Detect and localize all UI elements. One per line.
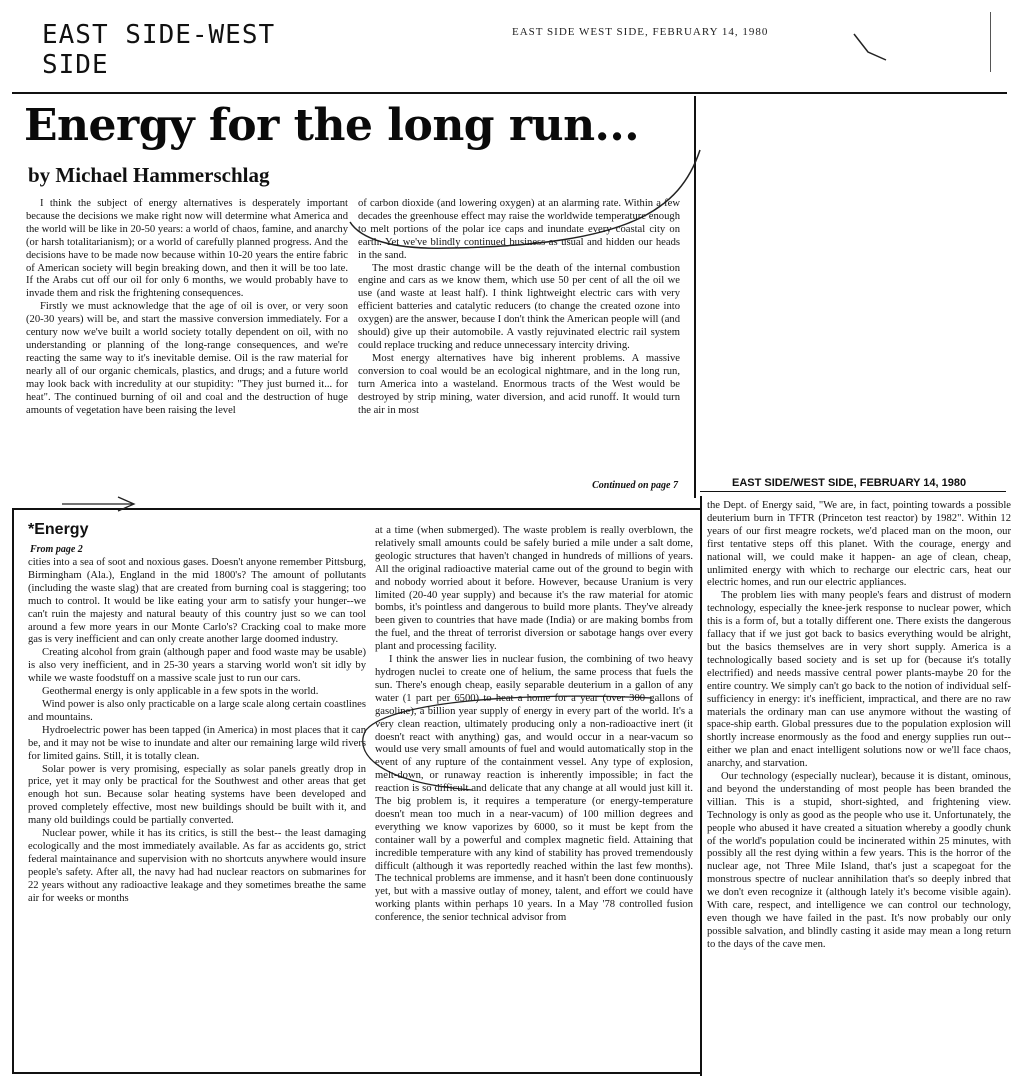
paragraph: Firstly we must acknowledge that the age of oil is over, or very soon (20-30 years) will be, and start the massive conversion immediately. For a century now we've built a world society totally dependent on oil, with no understanding or planning of the long-range consequences, and we're reacting the same way to it's inevitable demise. Oil is the raw material for nearly all of our organic chemicals, plastics, and drugs; and a future world may look back with incredulity at our stupidity: "They just burned it... for heat". The continued burning of oil and coal and the destruction of huge amounts of vegetation have been raising the level	[26, 301, 348, 416]
paragraph: Creating alcohol from grain (although paper and food waste may be usable) is also very inefficient, and in 25-30 years a starving world won't sit idly by while we waste foodstuff on a massive scale just to run our cars.	[28, 647, 366, 685]
paragraph: of carbon dioxide (and lowering oxygen) at an alarming rate. Within a few decades the greenhouse effect may raise the worldwide temperature enough to melt portions of the polar ice caps and inundate every coastal city on earth. Yet we've blindly continued business as usual and hidden our heads in the sand.	[358, 198, 680, 261]
jump-frame-bottom	[12, 1072, 702, 1074]
handwritten-note: EAST SIDE-WEST SIDE	[42, 20, 276, 80]
masthead-top: EAST SIDE WEST SIDE, FEBRUARY 14, 1980	[512, 26, 769, 38]
jump-frame-left	[12, 508, 14, 1074]
byline: by Michael Hammerschlag	[28, 163, 270, 187]
jump-kicker: *Energy	[28, 521, 89, 538]
paragraph: I think the subject of energy alternatives is desperately important because the decisions we make right now will determine what America and the world will be like in 20-50 years: a world of chaos, famine, and anarchy (or harsh totalitarianism); or a world of carefully planned progress. And the decisions have to be made now because within 10-20 years the entire fabric of American society will begin breaking down, and then it will be too late. If the Arabs cut off our oil for only 6 months, we would probably have to invade them and risk the frightening consequences.	[26, 198, 348, 300]
bottom-column-1	[28, 557, 366, 1069]
continued-note: Continued on page 7	[592, 480, 678, 491]
paragraph: Solar power is very promising, especially as solar panels greatly drop in price, yet it may only be practical for the Southwest and other areas that get enough hot sun. Because solar heating systems have been developed and proved completely effective, most new buildings should be built with it, and many old buildings could be partially converted.	[28, 763, 366, 827]
jump-from: From page 2	[30, 544, 83, 555]
pen-check-mark	[850, 30, 890, 64]
bottom-column-3	[707, 500, 1011, 1068]
paragraph: cities into a sea of soot and noxious gases. Doesn't anyone remember Pittsburg, Birmingham (Ala.), England in the mid 1800's? The amount of pollutants (including the waste slag) that are created from burning coal is staggering; too much to control. It would be like eating your arm to satisfy your hunger--we can't ruin the majesty and natural beauty of this country just so we can tool around a few more years in our Monte Carlo's? Cracking coal to make more gas is very inefficient and can only create another large doomed industry.	[28, 557, 366, 646]
pen-bracket-mark-lower	[352, 690, 702, 800]
headline: Energy for the long run...	[24, 100, 640, 151]
paragraph: the Dept. of Energy said, "We are, in fact, pointing towards a possible deuterium burn in TFTR (Princeton test reactor) by 1982". Within 12 years of our first meagre rockets, we'd placed man on the moon, our first tentative steps off this planet. With the courage, energy and national will, we could make it happen- an age of clean, cheap, unlimited energy with which to recharge our electric cars, heat our electric homes, and run our electric appliances.	[707, 500, 1011, 589]
masthead-bottom-rule	[700, 491, 1006, 492]
paragraph: at a time (when submerged). The waste problem is really overblown, the relatively small amounts could be safely buried a mile under a salt dome, geologic structures that haven't changed in hundreds of millions of years. All the original radioactive material came out of the ground to begin with and nobody worried about it before. However, because Uranium is very limited (20-40 year supply) and because it's the raw material for atomic bombs, it's pointless and dangerous to build more plants. They've already been given to countries that have made (India) or are making bombs from the fuel, and the threat of terrorist diversion or sabotage hangs over every plant and processing facility.	[375, 525, 693, 653]
pen-arrow-mark	[60, 494, 140, 514]
edge-mark	[990, 12, 991, 72]
paragraph: The problem lies with many people's fears and distrust of modern technology, especially the knee-jerk response to nuclear power, which this is a form of, but a totally different one. There exists the dangerous fallacy that if we just got back to basics everything would be alright, but the basics themselves are in very short supply. America is a technologically based society and is set up for (because it's totally electrified) and needs massive central power plants-maybe 20 for the entire country. We simply can't go back to the notion of individual self-sufficiency in energy: it's inefficient, impractical, and there are no raw materials the ordinary man can use anymore without the wasting of space-ship earth. Global pressures due to the population explosion will shortly increase enormously as the food and energy supplies run out-- either we plan and enact intelligent solutions now or we'll face chaos, anarchy, and starvation.	[707, 590, 1011, 770]
pen-bracket-mark	[330, 140, 710, 300]
paragraph: Most energy alternatives have big inherent problems. A massive conversion to coal would be an ecological nightmare, and in the long run, turn America into a wasteland. Enormous tracts of the West would be destroyed by strip mining, water diversion, and acid runoff. It would turn the air in most	[358, 352, 680, 416]
paragraph: I think the answer lies in nuclear fusion, the combining of two heavy hydrogen nuclei to create one of helium, the same process that fuels the sun. There's enough cheap, easily separable deuterium in a gallon of any water (1 part per 6500) to heat a home for a year (over 300 gallons of gasoline), a billion year supply of energy in every part of the world. It's a very clean reaction, ultimately producing only a non-radioactive inert (it doesn't react with anything) gas, and would occur in a near-vacum so would use very small amounts of fuel and would automatically stop in the event of any rupture of the containment vessel. Any type of explosion, melt-down, or runaway reaction is inherently impossible; in fact the reaction is so difficult and delicate that any change at all would just kill it. The big problem is, it requires a temperature (or energy-temperature doesn't mean too much in a near-vacum) of 100 million degrees and everything we know vaporizes by 6000, so it must be kept from the container wall by a powerful and complex magnetic field. Attaining that incredible temperature with any kind of stability has proved tremendously difficult (although it was reportedly reached within the last few months). The technical problems are immense, and it hasn't been done continuously yet, but with a massive outlay of money, talent, and effort we could have working plants within perhaps 10 years. In a May '78 controlled fusion conference, the senior technical advisor from	[375, 654, 693, 924]
paragraph: Wind power is also only practicable on a large scale along certain coastlines and mountains.	[28, 698, 366, 723]
paragraph: Hydroelectric power has been tapped (in America) in most places that it can be, and it may not be wise to inundate and alter our remaining large wild rivers for limited gains. Still, it is totally clean.	[28, 724, 366, 762]
masthead-bottom: EAST SIDE/WEST SIDE, FEBRUARY 14, 1980	[732, 477, 967, 489]
paragraph: Geothermal energy is only applicable in a few spots in the world.	[42, 686, 319, 698]
paragraph: The most drastic change will be the death of the internal combustion engine and cars as we know them, which use 50 per cent of all the oil we use (and waste at least half). I think lightweight electric cars with very efficient batteries and catalytic reducers (to change the created ozone into oxygen) are the answer, because I don't think the American people will (and should) give up their automobile. A vastly rejuvinated electric rail system could replace trucking and reduce unnecessary intercity driving.	[358, 262, 680, 351]
paragraph: Nuclear power, while it has its critics, is still the best-- the least damaging ecologically and the most immediately available. As far as accidents go, strict federal maintainance and supervision with no shortcuts anywhere would insure people's safety. After all, the navy had had nuclear reactors on submarines for 22 years without any radioactive leakage and they sometimes breathe the same air for weeks or months	[28, 828, 366, 904]
paragraph: Our technology (especially nuclear), because it is distant, ominous, and beyond the understanding of most people has been branded the villian. This is a stupid, short-sighted, and frightening view. Technology is only as good as the people who use it. Unfortunately, the people who abused it have created a situation whereby a goodly chunk of the world's population could be incinerated within 25 minutes, with possibly all the rest dying within a few years. This is the horror of the nuclear age, not Three Mile Island, that's just a scapegoat for the monstrous spectre of nuclear annihilation that's so deeply inbred that we don't even recognize it (although lately it's become visible again). With care, respect, and intelligence we can control our technology, even though we have failed in the past. It's now probably our only possible salvation, and blindly casting it aside may mean a long return to the days of the cave men.	[707, 771, 1011, 950]
top-column-1	[26, 198, 348, 488]
top-rule	[12, 92, 1007, 94]
